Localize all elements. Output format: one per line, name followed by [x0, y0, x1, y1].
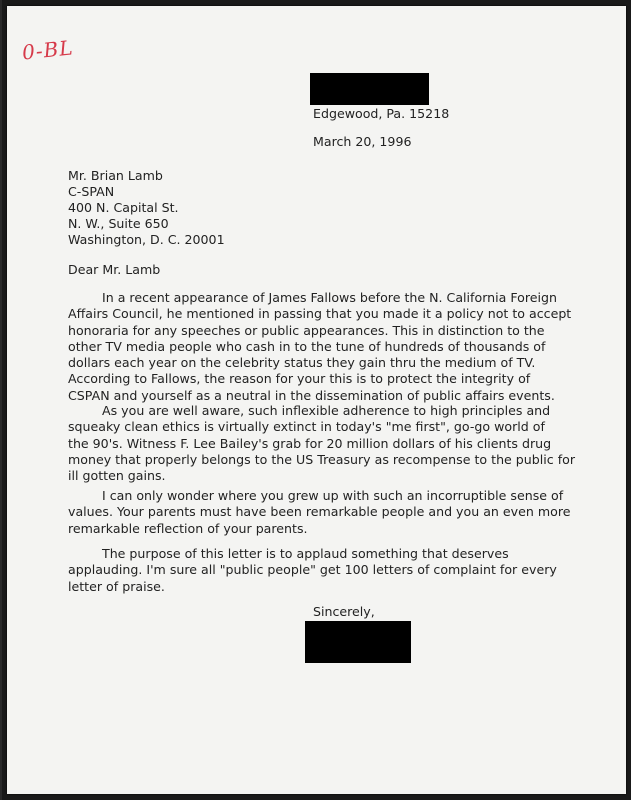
paragraph-line: applauding. I'm sure all "public people" get 100 letters of complaint for every [68, 562, 557, 578]
left-edge-strip [0, 0, 2, 800]
paragraph-line: money that properly belongs to the US Treasury as recompense to the public for [68, 451, 576, 467]
paragraph-line: remarkable reflection of your parents. [68, 520, 308, 536]
paragraph-line: The purpose of this letter is to applaud something that deserves [102, 546, 509, 561]
paragraph-line: CSPAN and yourself as a neutral in the dissemination of public affairs events. [68, 387, 555, 403]
redacted-signature [305, 621, 411, 663]
paragraph-line: According to Fallows, the reason for your this is to protect the integrity of [68, 371, 531, 387]
recipient-line: Washington, D. C. 20001 [68, 232, 225, 247]
letter-date: March 20, 1996 [313, 134, 412, 149]
sender-city: Edgewood, Pa. 15218 [313, 106, 450, 121]
salutation: Dear Mr. Lamb [68, 262, 161, 277]
paragraph-line: other TV media people who cash in to the tune of hundreds of thousands of [68, 338, 546, 354]
paragraph-line: the 90's. Witness F. Lee Bailey's grab for 20 million dollars of his clients drug [68, 435, 552, 451]
closing: Sincerely, [313, 604, 375, 619]
recipient-line: N. W., Suite 650 [68, 216, 169, 231]
paragraph-line: squeaky clean ethics is virtually extinct in today's "me first", go-go world of [68, 419, 545, 435]
paragraph-line: I can only wonder where you grew up with such an incorruptible sense of [102, 488, 564, 503]
body-paragraph-4 [68, 546, 557, 595]
paragraph-line: In a recent appearance of James Fallows before the N. California Foreign [102, 290, 557, 305]
paragraph-line: Affairs Council, he mentioned in passing that you made it a policy not to accept [68, 306, 572, 322]
recipient-line: Mr. Brian Lamb [68, 168, 163, 183]
paragraph-line: honoraria for any speeches or public appearances. This in distinction to the [68, 322, 545, 338]
body-paragraph-1 [68, 290, 572, 404]
redacted-sender-name [310, 73, 429, 105]
recipient-line: C-SPAN [68, 184, 115, 199]
paragraph-line: values. Your parents must have been remarkable people and you an even more [68, 504, 571, 520]
paragraph-line: dollars each year on the celebrity status they gain thru the medium of TV. [68, 355, 536, 371]
paragraph-line: letter of praise. [68, 578, 165, 594]
handwritten-annotation: 0-BL [20, 35, 75, 65]
paragraph-line: ill gotten gains. [68, 468, 166, 484]
recipient-line: 400 N. Capital St. [68, 200, 179, 215]
body-paragraph-2 [68, 403, 576, 484]
paragraph-line: As you are well aware, such inflexible adherence to high principles and [102, 403, 551, 418]
body-paragraph-3 [68, 488, 571, 537]
